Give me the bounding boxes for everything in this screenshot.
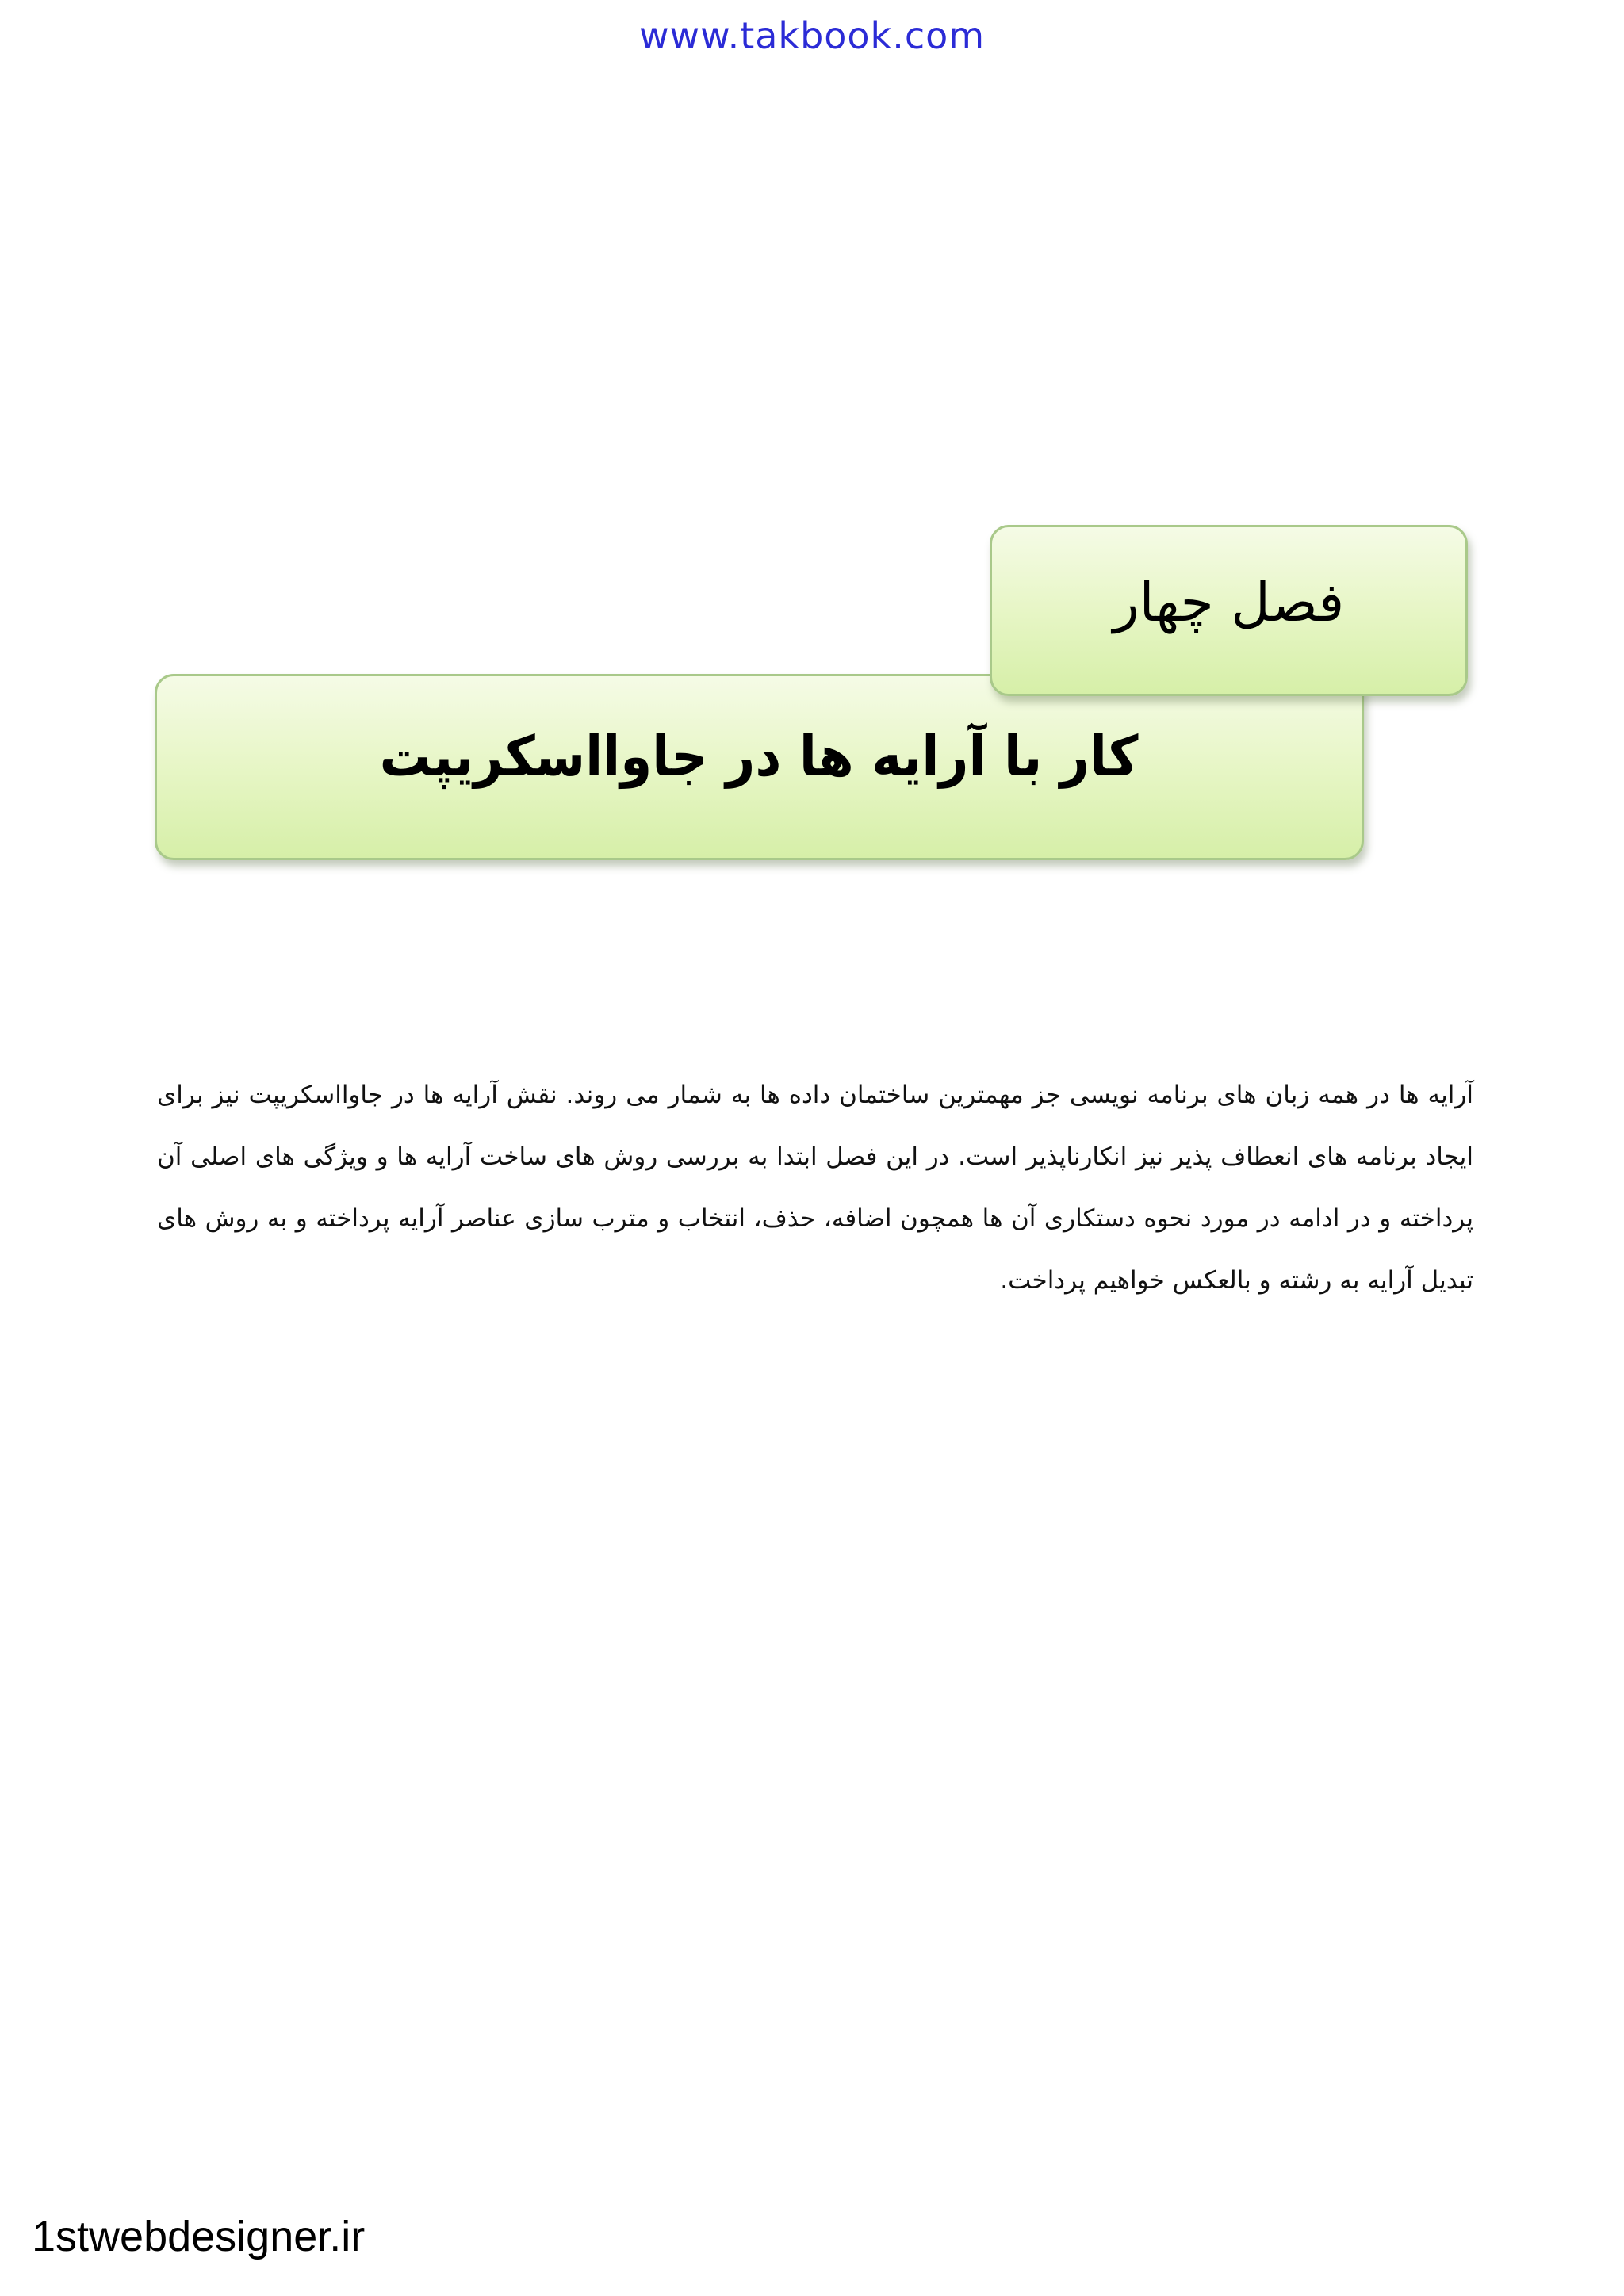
footer-watermark: 1stwebdesigner.ir <box>32 2213 366 2260</box>
takbook-site-link[interactable]: www.takbook.com <box>638 14 986 57</box>
chapter-title-box <box>155 674 1364 860</box>
chapter-label-box <box>990 525 1468 696</box>
intro-paragraph: آرایه ها در همه زبان های برنامه نویسی جز مهمترین ساختمان داده ها به شمار می روند. نقش آرایه ها در جاوااسکریپت نیز برای ایجاد برنامه های انعطاف پذیر نیز انکارناپذیر است. در این فصل ابتدا به بررسی روش های ساخت آرایه ها و ویژگی های اصلی آن پرداخته و در ادامه در مورد نحوه دستکاری آن ها همچون اضافه، حذف، انتخاب و مترب سازی عناصر آرایه پرداخته و به روش های تبدیل آرایه به رشته و بالعکس خواهیم پرداخت. <box>157 1081 1473 1295</box>
chapter-title: کار با آرایه ها در جاوااسکریپت <box>380 723 1139 789</box>
chapter-label: فصل چهار <box>1113 571 1345 634</box>
